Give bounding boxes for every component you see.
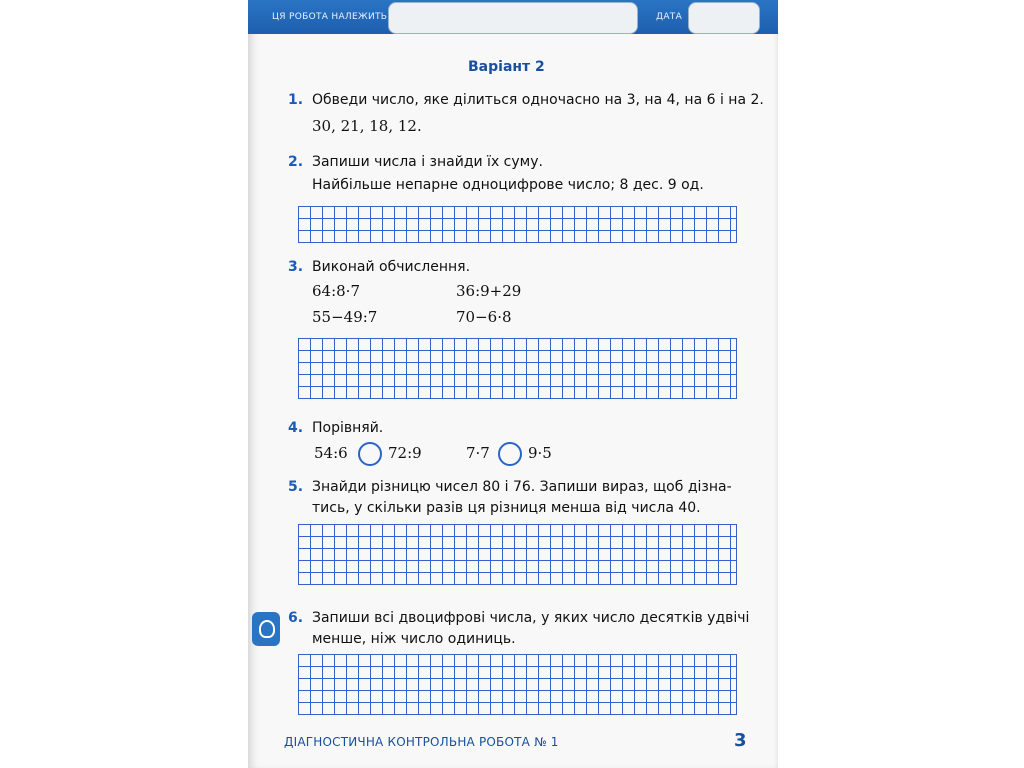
variant-title: Варіант 2: [468, 59, 545, 75]
answer-grid-2[interactable]: [298, 206, 737, 243]
compare-circle[interactable]: [498, 442, 522, 466]
footer-title: ДІАГНОСТИЧНА КОНТРОЛЬНА РОБОТА № 1: [284, 735, 559, 749]
answer-grid-3[interactable]: [298, 338, 737, 399]
task-1-text: Обведи число, яке ділиться одночасно на 3, на 4, на 6 і на 2.: [312, 92, 764, 108]
task-2-text: Запиши числа і знайди їх суму.: [312, 154, 543, 170]
task-4-text: Порівняй.: [312, 420, 384, 436]
compare-left: 54:6: [314, 444, 348, 462]
header-band: [248, 0, 778, 34]
page-number: 3: [734, 730, 747, 751]
task-5-number: 5.: [288, 479, 304, 495]
task-1-number: 1.: [288, 92, 304, 108]
task-4-number: 4.: [288, 420, 304, 436]
expression: 64:8·7: [312, 282, 360, 300]
compare-circle[interactable]: [358, 442, 382, 466]
lightbulb-icon: [252, 612, 280, 646]
task-3-text: Виконай обчислення.: [312, 259, 471, 275]
answer-grid-5[interactable]: [298, 524, 737, 585]
task-5-text-2: тись, у скільки разів ця різниця менша від числа 40.: [312, 500, 701, 516]
task-3-number: 3.: [288, 259, 304, 275]
task-6-text: Запиши всі двоцифрові числа, у яких число десятків удвічі: [312, 610, 750, 626]
task-2-text-2: Найбільше непарне одноцифрове число; 8 дес. 9 од.: [312, 177, 704, 193]
date-label: ДАТА: [656, 12, 683, 22]
compare-left: 7·7: [466, 444, 490, 462]
owner-field[interactable]: [388, 2, 638, 34]
expression: 70−6·8: [456, 308, 512, 326]
compare-right: 72:9: [388, 444, 422, 462]
task-1-numbers[interactable]: 30, 21, 18, 12.: [312, 117, 422, 135]
answer-grid-6[interactable]: [298, 654, 737, 715]
task-6-text-2: менше, ніж число одиниць.: [312, 631, 516, 647]
compare-right: 9·5: [528, 444, 552, 462]
expression: 55−49:7: [312, 308, 378, 326]
task-2-number: 2.: [288, 154, 304, 170]
date-field[interactable]: [688, 2, 760, 34]
task-6-number: 6.: [288, 610, 304, 626]
owner-label: ЦЯ РОБОТА НАЛЕЖИТЬ: [272, 12, 388, 22]
expression: 36:9+29: [456, 282, 522, 300]
worksheet-page: [248, 0, 778, 768]
task-5-text: Знайди різницю чисел 80 і 76. Запиши вираз, щоб дізна-: [312, 479, 732, 495]
